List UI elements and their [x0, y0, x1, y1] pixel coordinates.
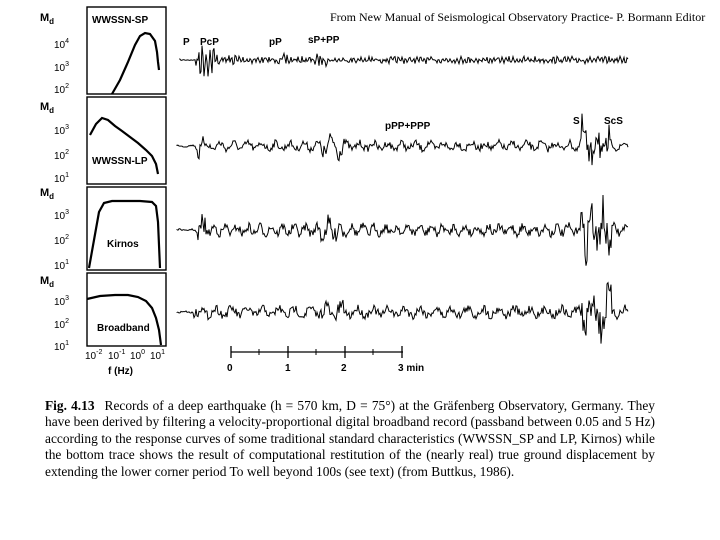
source-note: From New Manual of Seismological Observatory Practice- P. Bormann Editor — [330, 10, 706, 24]
panel-name: WWSSN-SP — [92, 15, 149, 26]
time-tick-label: 3 min — [398, 363, 425, 374]
panel-tick: $10^3$ — [54, 61, 70, 74]
time-axis — [227, 346, 424, 374]
time-tick-label: 2 — [341, 363, 347, 374]
freq-tick: $10^{-1}$ — [108, 349, 126, 362]
panel-ylabel: $M_d$ — [40, 12, 55, 26]
panel-tick: $10^2$ — [54, 149, 70, 162]
freq-tick: $10^0$ — [130, 349, 146, 362]
panel-tick: $10^3$ — [54, 124, 70, 137]
panel-tick: $10^2$ — [54, 83, 70, 96]
panel-tick: $10^1$ — [54, 172, 70, 185]
panel-name: Broadband — [97, 323, 150, 334]
panel-tick: $10^1$ — [54, 340, 70, 353]
figure-label: Fig. 4.13 — [45, 398, 95, 413]
phase-label-ppp: pPP+PPP — [385, 121, 431, 132]
response-panel-wwssn-lp — [40, 97, 166, 185]
panel-frame — [87, 187, 166, 270]
panel-ylabel: $M_d$ — [40, 275, 55, 289]
panel-frame — [87, 273, 166, 346]
panel-ylabel: $M_d$ — [40, 187, 55, 201]
phase-label-p: P — [183, 37, 190, 48]
seismogram-trace-wwssn-sp — [180, 46, 628, 77]
freq-axis-label: f (Hz) — [108, 366, 133, 377]
seismogram-trace-kirnos — [177, 195, 628, 266]
time-tick-label: 1 — [285, 363, 291, 374]
panel-tick: $10^4$ — [54, 38, 70, 51]
time-tick-label: 0 — [227, 363, 233, 374]
panel-frame — [87, 97, 166, 184]
panel-tick: $10^2$ — [54, 318, 70, 331]
phase-label-pp: pP — [269, 37, 282, 48]
response-panel-broadband — [40, 273, 166, 353]
phase-label-s: S — [573, 116, 580, 127]
response-panel-wwssn-sp — [40, 7, 166, 96]
frequency-axis — [85, 349, 165, 377]
panel-tick: $10^3$ — [54, 209, 70, 222]
panel-name: Kirnos — [107, 239, 139, 250]
panel-name: WWSSN-LP — [92, 156, 148, 167]
phase-label-scs: ScS — [604, 116, 623, 127]
caption-text: Records of a deep earthquake (h = 570 km, D = 75°) at the Gräfenberg Observatory, Germany. They have been derived by filtering a velocity-proportional digital broadband record (passband between 0.05 and 5 Hz) according to the response curves of some traditional standard characteristics (WWSSN_SP and LP, Kirnos) while the bottom trace shows the result of computational restitution of the (nearly real) true ground displacement by extending the lower corner period To well beyond 100s (see text) (from Buttkus, 1986). — [45, 398, 655, 479]
freq-tick: $10^{-2}$ — [85, 349, 103, 362]
figure-caption — [45, 398, 655, 480]
freq-tick: $10^1$ — [150, 349, 166, 362]
phase-label-spp: sP+PP — [308, 35, 340, 46]
phase-label-pcp: PcP — [200, 37, 219, 48]
response-panel-kirnos — [40, 187, 166, 272]
panel-tick: $10^1$ — [54, 259, 70, 272]
panel-ylabel: $M_d$ — [40, 101, 55, 115]
panel-tick: $10^2$ — [54, 234, 70, 247]
seismogram-trace-broadband — [177, 283, 628, 344]
panel-tick: $10^3$ — [54, 295, 70, 308]
